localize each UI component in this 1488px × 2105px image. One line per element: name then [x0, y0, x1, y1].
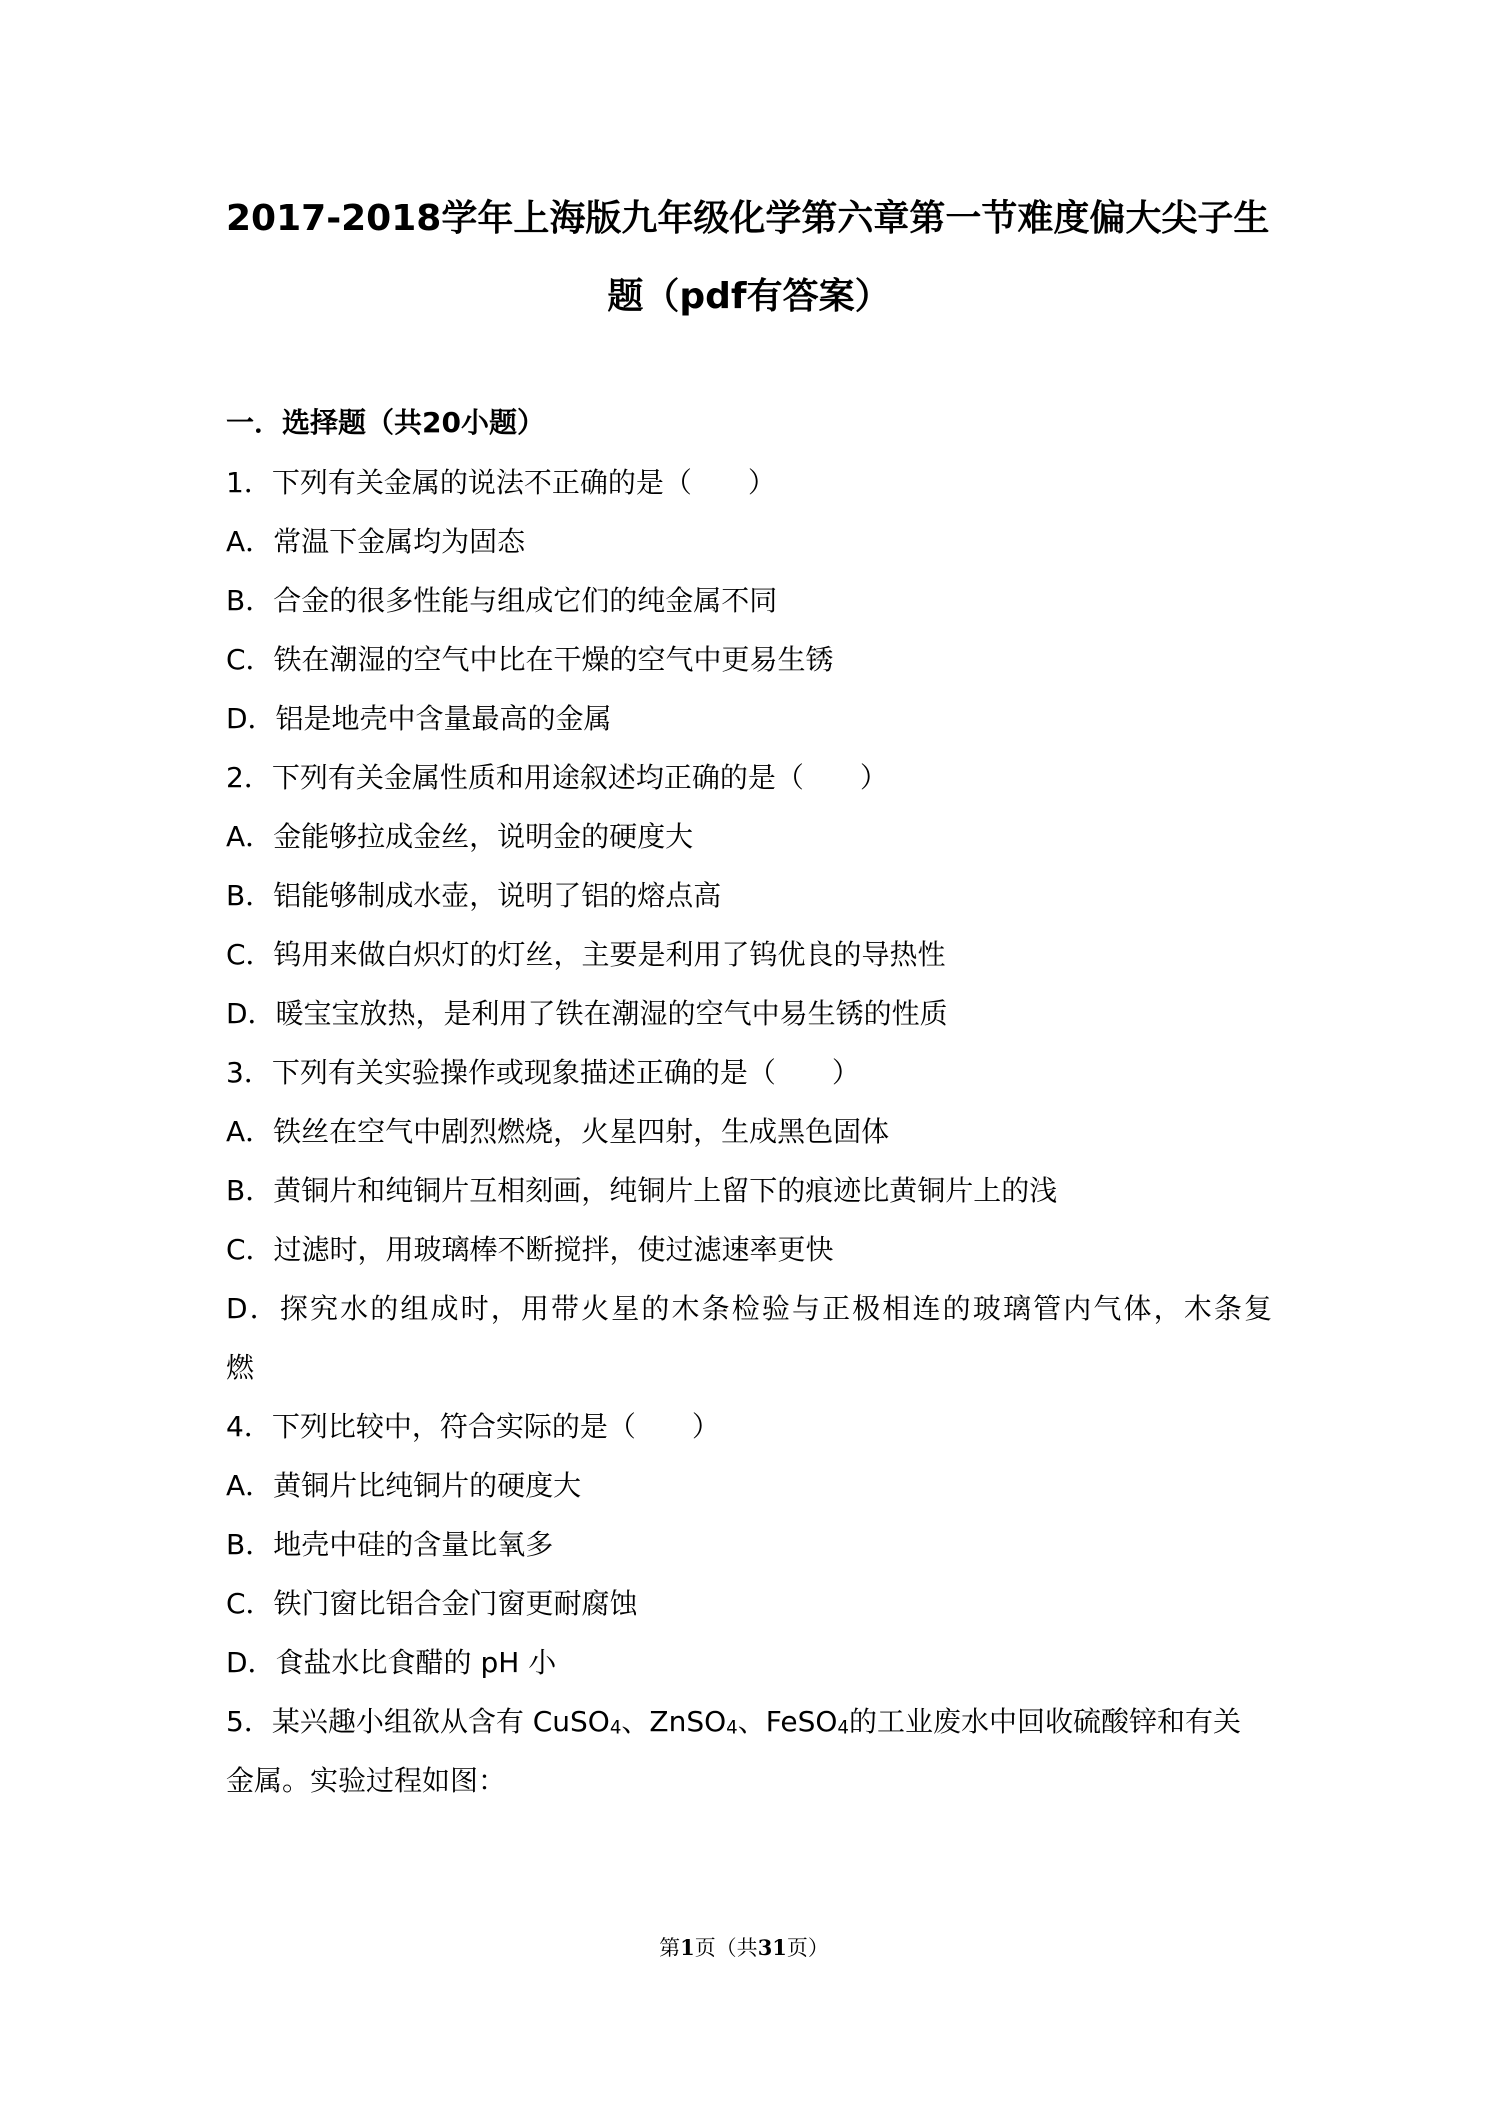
question-3-option-d: D．探究水的组成时，用带火星的木条检验与正极相连的玻璃管内气体，木条复	[226, 1292, 1272, 1325]
question-1-option-a: A．常温下金属均为固态	[226, 525, 526, 558]
page-footer: 第1页（共31页）	[659, 1935, 829, 1960]
question-1-option-b: B．合金的很多性能与组成它们的纯金属不同	[226, 584, 778, 617]
question-2-option-a: A．金能够拉成金丝，说明金的硬度大	[226, 820, 694, 853]
question-1-stem: 1．下列有关金属的说法不正确的是（ ）	[226, 466, 776, 499]
question-2-option-c: C．钨用来做白炽灯的灯丝，主要是利用了钨优良的导热性	[226, 938, 946, 971]
page-total: 31	[757, 1935, 787, 1960]
page-number: 1	[680, 1935, 695, 1960]
section-heading: 一．选择题（共20小题）	[226, 406, 545, 439]
formula-feso4: FeSO$_4$	[765, 1705, 849, 1739]
question-2-option-b: B．铝能够制成水壶，说明了铝的熔点高	[226, 879, 722, 912]
question-4-option-a: A．黄铜片比纯铜片的硬度大	[226, 1469, 582, 1502]
question-4-option-d: D．食盐水比食醋的 pH 小	[226, 1646, 557, 1679]
question-3-option-c: C．过滤时，用玻璃棒不断搅拌，使过滤速率更快	[226, 1233, 834, 1266]
document-title-line1: 2017-2018学年上海版九年级化学第六章第一节难度偏大尖子生	[226, 198, 1270, 239]
formula-znso4: ZnSO$_4$	[649, 1705, 738, 1739]
question-3-option-b: B．黄铜片和纯铜片互相刻画，纯铜片上留下的痕迹比黄铜片上的浅	[226, 1174, 1058, 1207]
question-4-option-b: B．地壳中硅的含量比氧多	[226, 1528, 554, 1561]
question-4-stem: 4．下列比较中，符合实际的是（ ）	[226, 1410, 720, 1443]
question-4-option-c: C．铁门窗比铝合金门窗更耐腐蚀	[226, 1587, 638, 1620]
question-5-stem-line2: 金属。实验过程如图：	[226, 1764, 507, 1797]
question-1-option-d: D．铝是地壳中含量最高的金属	[226, 702, 612, 735]
question-2-option-d: D．暖宝宝放热，是利用了铁在潮湿的空气中易生锈的性质	[226, 997, 948, 1030]
question-3-option-a: A．铁丝在空气中剧烈燃烧，火星四射，生成黑色固体	[226, 1115, 890, 1148]
question-5-stem: 5．某兴趣小组欲从含有 CuSO$_4$、ZnSO$_4$、FeSO$_4$的工业废水中回收硫酸锌和有关	[226, 1705, 1241, 1739]
question-3-option-d-continued: 燃	[226, 1351, 255, 1384]
question-5-stem-part1: 5．某兴趣小组欲从含有	[226, 1705, 533, 1738]
question-5-stem-part2: 的工业废水中回收硫酸锌和有关	[848, 1705, 1241, 1738]
question-3-stem: 3．下列有关实验操作或现象描述正确的是（ ）	[226, 1056, 860, 1089]
document-title-line2: 题（pdf有答案）	[607, 276, 891, 317]
question-1-option-c: C．铁在潮湿的空气中比在干燥的空气中更易生锈	[226, 643, 834, 676]
formula-cuso4: CuSO$_4$	[532, 1705, 622, 1739]
question-2-stem: 2．下列有关金属性质和用途叙述均正确的是（ ）	[226, 761, 888, 794]
